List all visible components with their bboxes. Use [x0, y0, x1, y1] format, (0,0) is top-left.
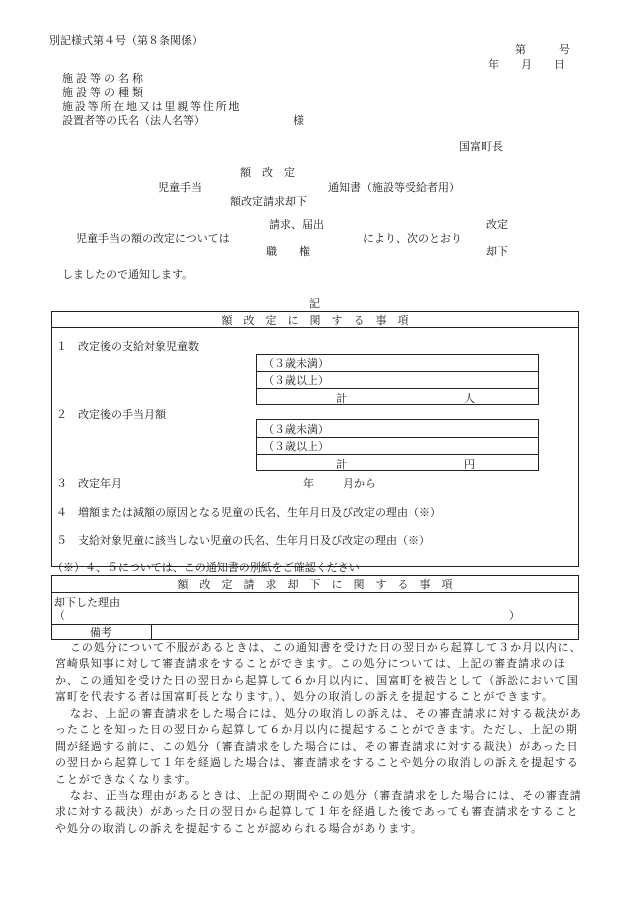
document-number: 第 号 [515, 43, 570, 56]
amount-under3: （３歳未満） [263, 423, 329, 436]
amount-row-divider-1 [256, 437, 539, 438]
item2-label: ２ 改定後の手当月額 [56, 408, 166, 421]
amount-over3: （３歳以上） [263, 440, 329, 453]
reason-option-request: 請求、届出 [269, 218, 324, 231]
footnote: （※）４、５については、この通知書の別紙をご確認ください [52, 561, 360, 574]
title-option-revision: 額 改 定 [240, 166, 295, 179]
founder-name-label: 設置者等の氏名（法人名等） [62, 114, 205, 127]
revision-heading: 額 改 定 に 関 す る 事 項 [221, 314, 409, 327]
facility-name-label: 施設等の名称 [62, 72, 146, 85]
issue-date: 年 月 日 [488, 58, 565, 71]
facility-type-label: 施設等の種類 [62, 86, 146, 99]
child-count-unit: 人 [464, 392, 475, 405]
result-option-revise: 改定 [486, 218, 508, 231]
child-count-under3: （３歳未満） [263, 357, 329, 370]
title-right: 通知書（施設等受給者用） [328, 181, 460, 194]
remarks-vertical-divider [151, 624, 152, 640]
issuer-name: 国富町長 [459, 140, 503, 153]
rejection-heading: 額 改 定 請 求 却 下 に 関 す る 事 項 [177, 578, 453, 591]
item5-label: ５ 支給対象児童に該当しない児童の氏名、生年月日及び改定の理由（※） [56, 534, 430, 547]
item1-label: １ 改定後の支給対象児童数 [56, 340, 199, 353]
form-number: 別記様式第４号（第８条関係） [49, 34, 203, 47]
child-count-total: 計 [336, 392, 347, 405]
amount-unit: 円 [464, 458, 475, 471]
item3-label: ３ 改定年月 [56, 477, 122, 490]
body-mid: により、次のとおり [363, 232, 462, 245]
child-count-row-divider-1 [256, 371, 539, 372]
title-option-rejection: 額改定請求却下 [230, 195, 307, 208]
reason-option-authority: 職 権 [266, 245, 310, 258]
child-count-row-divider-2 [256, 388, 539, 389]
facility-address-label: 施設等所在地又は里親等住所地 [62, 100, 242, 113]
rejection-heading-divider [51, 592, 579, 593]
rejection-reason-label: 却下した理由 [54, 596, 120, 609]
child-count-over3: （３歳以上） [263, 374, 329, 387]
amount-row-divider-2 [256, 454, 539, 455]
honorific: 様 [293, 114, 304, 127]
item4-label: ４ 増額または減額の原因となる児童の氏名、生年月日及び改定の理由（※） [56, 506, 441, 519]
notice-paragraph-1: この処分について不服があるときは、この通知書を受けた日の翌日から起算して３か月以内に、宮崎県知事に対して審査請求をすることができます。この処分については、上記の審査請求のほか、この通知を受けた日の翌日から起算して６か月以内に、国富町を被告として（訴訟において国富町を代表する者は国富町長となります。）、処分の取消しの訴えを提起することができます。 [55, 641, 582, 704]
body-lead: 児童手当の額の改定については [76, 232, 230, 245]
amount-total: 計 [336, 458, 347, 471]
ki-label: 記 [309, 297, 320, 310]
rejection-paren-close: ） [509, 609, 520, 622]
title-left: 児童手当 [158, 181, 202, 194]
revision-month-label: 月から [343, 477, 376, 490]
notice-paragraph-3: なお、正当な理由があるときは、上記の期間やこの処分（審査請求をした場合には、その審査請求に対する裁決）があった日の翌日から起算して１年を経過した後であっても審査請求をすることや処分の取消しの訴えを提起することが認められる場合があります。 [55, 789, 582, 835]
result-option-reject: 却下 [486, 245, 508, 258]
revision-year-label: 年 [303, 477, 314, 490]
body-tail: しましたので通知します。 [62, 268, 194, 281]
remarks-label: 備考 [90, 626, 112, 639]
rejection-paren-open: （ [54, 609, 65, 622]
revision-heading-divider [51, 327, 579, 328]
notice-paragraph-2: なお、上記の審査請求をした場合には、処分の取消しの訴えは、その審査請求に対する裁決があったことを知った日の翌日から起算して６か月以内に提起することができます。ただし、上記の期間が経過する前に、この処分（審査請求をした場合には、その審査請求に対する裁決）があった日の翌日から起算して１年を経過した場合は、審査請求をすることや処分の取消しの訴えを提起することができなくなります。 [55, 707, 582, 786]
remarks-divider [51, 624, 579, 625]
